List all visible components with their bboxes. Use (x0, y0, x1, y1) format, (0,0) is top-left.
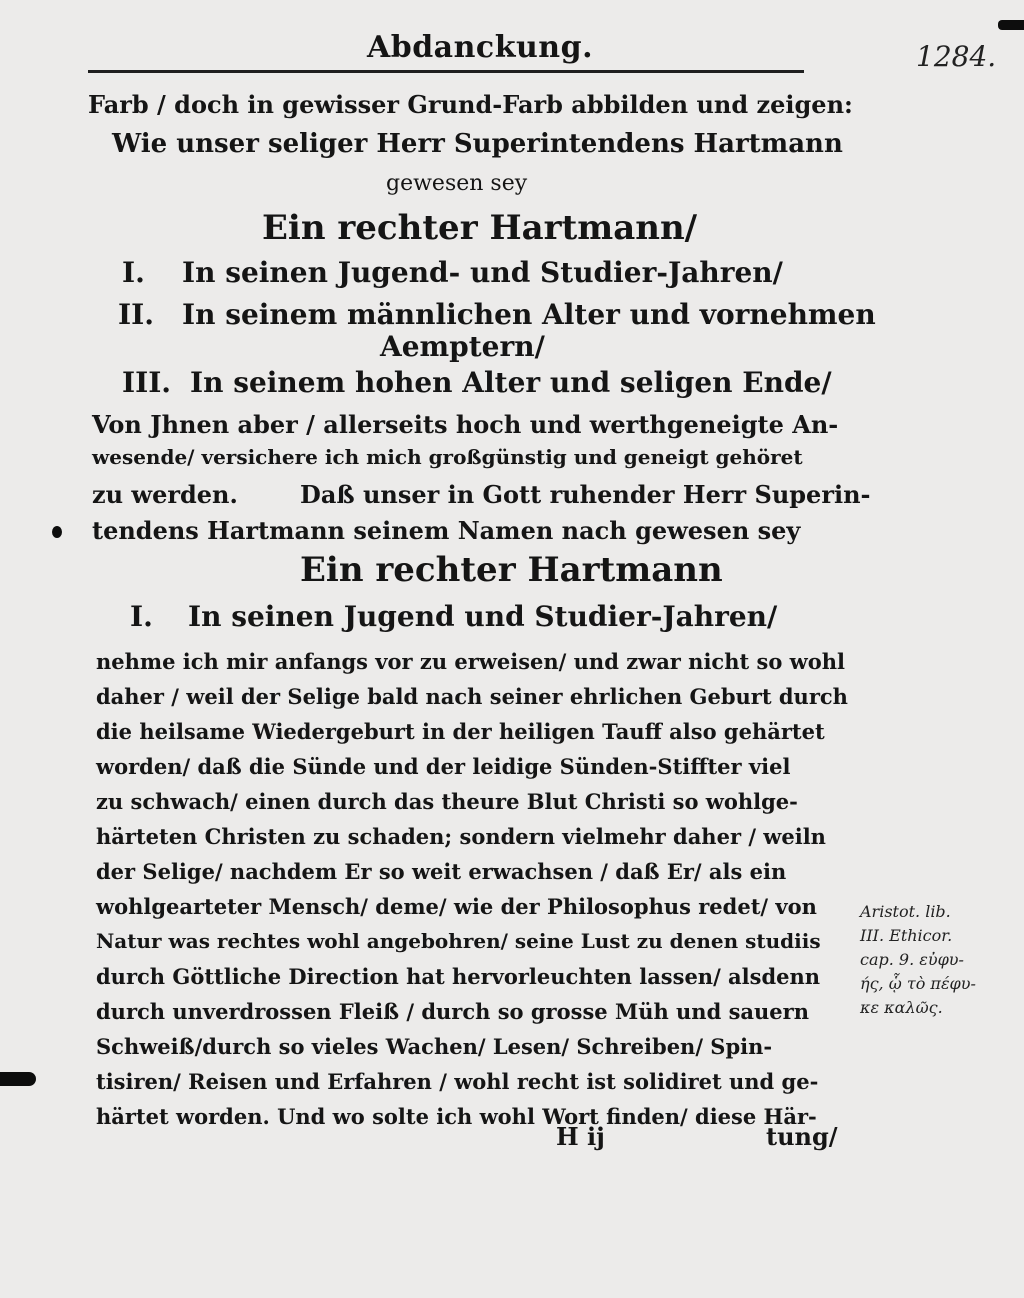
text-line: gewesen sey (386, 171, 528, 196)
text-line: Farb / doch in gewisser Grund-Farb abbilden und zeigen: (88, 90, 853, 119)
ink-mark (998, 20, 1024, 30)
text-line: zu werden. (92, 480, 238, 509)
list-item: In seinem männlichen Alter und vornehmen (182, 298, 876, 331)
list-item: In seinem hohen Alter und seligen Ende/ (190, 366, 832, 399)
ink-dot (52, 526, 62, 538)
catchword: tung/ (766, 1122, 838, 1151)
paragraph-line: nehme ich mir anfangs vor zu erweisen/ und zwar nicht so wohl (96, 649, 845, 674)
list-item: In seinen Jugend- und Studier-Jahren/ (182, 256, 783, 289)
paragraph-line: zu schwach/ einen durch das theure Blut Christi so wohlge- (96, 789, 798, 814)
marginal-note-line: Aristot. lib. (860, 902, 951, 921)
text-line: wesende/ versichere ich mich großgünstig und geneigt gehöret (92, 445, 803, 469)
paragraph-line: worden/ daß die Sünde und der leidige Sünden-Stiffter viel (96, 754, 791, 779)
paragraph-line: durch unverdrossen Fleiß / durch so grosse Müh und sauern (96, 999, 809, 1024)
list-numeral: III. (122, 366, 172, 399)
section-title: In seinen Jugend und Studier-Jahren/ (188, 600, 778, 633)
text-line: Daß unser in Gott ruhender Herr Superin- (300, 480, 871, 509)
marginal-note-line: cap. 9. εὐφυ- (860, 950, 964, 969)
paragraph-line: der Selige/ nachdem Er so weit erwachsen / daß Er/ als ein (96, 859, 787, 884)
signature-mark: H ij (556, 1122, 605, 1151)
paragraph-line: die heilsame Wiedergeburt in der heiligen Tauff also gehärtet (96, 719, 825, 744)
section-numeral: I. (130, 600, 153, 633)
section-heading: Ein rechter Hartmann/ (262, 208, 698, 248)
paragraph-line: tisiren/ Reisen und Erfahren / wohl recht ist solidiret und ge- (96, 1069, 819, 1094)
section-heading: Ein rechter Hartmann (300, 550, 723, 590)
marginal-note-line: III. Ethicor. (860, 926, 953, 945)
text-line: Von Jhnen aber / allerseits hoch und werthgeneigte An- (92, 410, 839, 439)
paragraph-line: daher / weil der Selige bald nach seiner ehrlichen Geburt durch (96, 684, 848, 709)
list-numeral: I. (122, 256, 145, 289)
running-head: Abdanckung. (366, 30, 594, 65)
list-item-continuation: Aemptern/ (380, 330, 545, 363)
page-number: 1284. (916, 40, 997, 73)
paragraph-line: härtet worden. Und wo solte ich wohl Wort finden/ diese Här- (96, 1104, 817, 1129)
paragraph-line: wohlgearteter Mensch/ deme/ wie der Philosophus redet/ von (96, 894, 817, 919)
marginal-note (860, 900, 1020, 1020)
ink-blot (0, 1072, 36, 1086)
marginal-note-line: ής, ᾧ τὸ πέφυ- (860, 974, 976, 993)
header-rule (88, 70, 804, 73)
paragraph-line: Natur was rechtes wohl angebohren/ seine Lust zu denen studiis (96, 929, 821, 953)
marginal-note-line: κε καλῶς. (860, 998, 943, 1017)
paragraph-line: durch Göttliche Direction hat hervorleuchten lassen/ alsdenn (96, 964, 821, 989)
list-numeral: II. (118, 298, 154, 331)
text-line: Wie unser seliger Herr Superintendens Hartmann (112, 129, 843, 159)
text-line: tendens Hartmann seinem Namen nach gewesen sey (92, 516, 801, 545)
paragraph-line: härteten Christen zu schaden; sondern vielmehr daher / weiln (96, 824, 826, 849)
paragraph-line: Schweiß/durch so vieles Wachen/ Lesen/ Schreiben/ Spin- (96, 1034, 773, 1059)
